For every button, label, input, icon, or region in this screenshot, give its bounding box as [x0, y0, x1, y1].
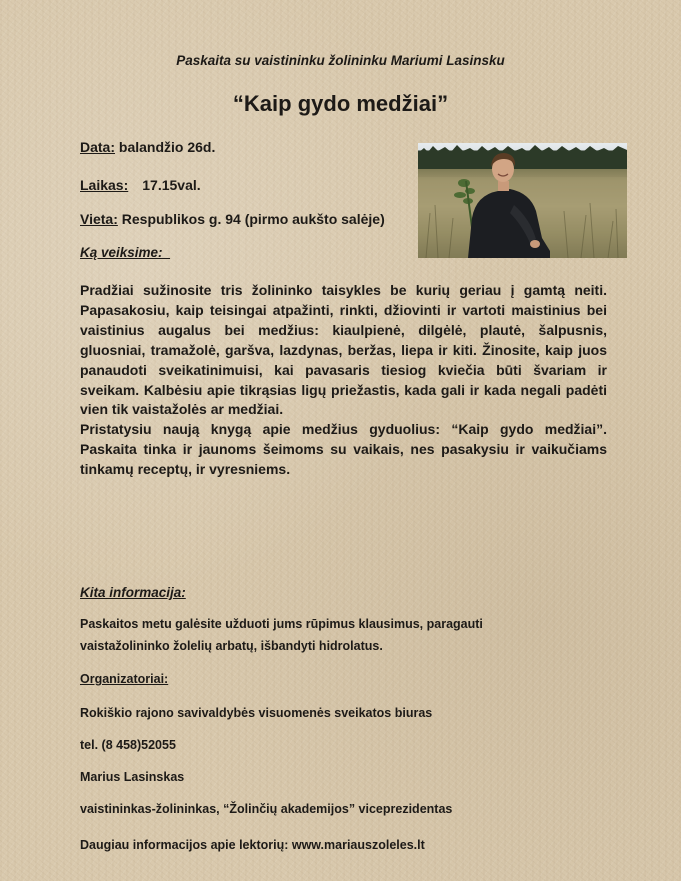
other-info-line: Paskaitos metu galėsite užduoti jums rūpimus klausimus, paragauti [80, 617, 483, 631]
activities-description [80, 281, 607, 480]
place-line [80, 211, 385, 227]
more-info-line: Daugiau informacijos apie lektorių: www.mariauszoleles.lt [80, 838, 425, 852]
page-title: “Kaip gydo medžiai” [232, 91, 449, 116]
activities-heading: Ką veiksime: [80, 245, 171, 260]
time-value: 17.15val. [142, 177, 201, 193]
other-info-heading: Kita informacija: [80, 585, 186, 600]
organizer-phone: tel. (8 458)52055 [80, 738, 176, 752]
activities-paragraph: Pristatysiu naują knygą apie medžius gyduolius: “Kaip gydo medžiai”. Paskaita tinka ir jaunoms šeimoms su vaikais, nes pasakysiu ir vaikučiams tinkamų receptų, ir vyresniems. [80, 421, 607, 478]
date-label: Data: [80, 139, 116, 155]
time-label: Laikas: [80, 177, 129, 193]
place-label: Vieta: [80, 211, 118, 227]
lecture-subtitle: Paskaita su vaistininku žolininku Mariumi Lasinsku [176, 53, 505, 68]
time-line [80, 177, 201, 193]
organizer-name: Rokiškio rajono savivaldybės visuomenės sveikatos biuras [80, 706, 433, 720]
other-info-line: vaistažolininko žolelių arbatų, išbandyti hidrolatus. [80, 639, 383, 653]
lecturer-photo [418, 143, 627, 258]
date-line [80, 139, 215, 155]
lecturer-name: Marius Lasinskas [80, 770, 185, 784]
activities-paragraph: Pradžiai sužinosite tris žolininko taisykles be kurių geriau į gamtą neiti. Papasakosiu, kaip teisingai atpažinti, rinkti, džiovinti ir vartoti maistinius bei vaistinius augalus bei medžius: kiaulpienė, dilgėlė, plautė, šalpusnis, gluosniai, tramažolė, garšva, lazdynas, beržas, liepa ir kiti. Žinosite, kaip juos panaudoti sveikatinimuisi, kai pavasaris tiesiog kviečia būti švariam ir sveikam. Kalbėsiu apie tikrąsias ligų priežastis, kada gali ir kada negali padėti vien tik vaistažolės ar medžiai. [80, 282, 607, 418]
date-value: balandžio 26d. [115, 139, 216, 155]
place-value: Respublikos g. 94 (pirmo aukšto salėje) [117, 211, 385, 227]
organizers-heading: Organizatoriai: [80, 672, 169, 686]
lecturer-role: vaistininkas-žolininkas, “Žolinčių akademijos” viceprezidentas [80, 802, 453, 816]
